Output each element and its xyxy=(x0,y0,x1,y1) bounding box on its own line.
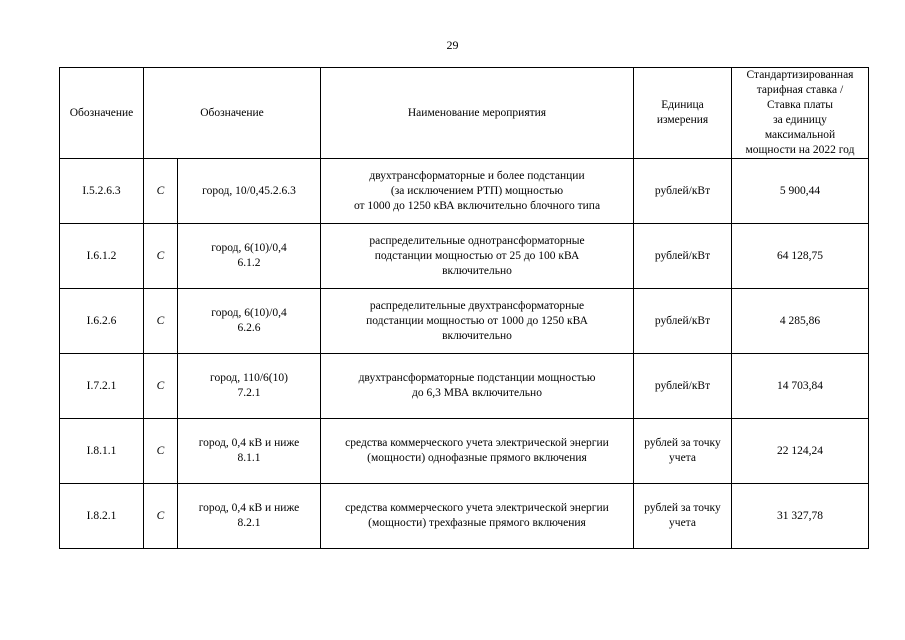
page-number: 29 xyxy=(446,38,459,52)
symbol-c: C xyxy=(144,224,178,289)
row-code: I.8.2.1 xyxy=(60,484,144,549)
table-row xyxy=(60,419,869,484)
row-designation: город, 6(10)/0,4 6.1.2 xyxy=(178,224,321,289)
row-code: I.5.2.6.3 xyxy=(60,159,144,224)
symbol-c: C xyxy=(144,419,178,484)
symbol-c: C xyxy=(144,484,178,549)
row-code: I.7.2.1 xyxy=(60,354,144,419)
tariff-table xyxy=(59,67,869,549)
symbol-c: C xyxy=(144,159,178,224)
symbol-c: C xyxy=(144,289,178,354)
row-event-name: распределительные двухтрансформаторные подстанции мощностью от 1000 до 1250 кВА включительно xyxy=(321,289,634,354)
header-designation: Обозначение xyxy=(60,68,144,159)
row-value: 31 327,78 xyxy=(732,484,869,549)
row-designation: город, 110/6(10) 7.2.1 xyxy=(178,354,321,419)
symbol-c: C xyxy=(144,354,178,419)
row-event-name: средства коммерческого учета электрической энергии (мощности) трехфазные прямого включения xyxy=(321,484,634,549)
row-designation: город, 6(10)/0,4 6.2.6 xyxy=(178,289,321,354)
header-designation-2: Обозначение xyxy=(144,68,321,159)
row-value: 4 285,86 xyxy=(732,289,869,354)
row-unit: рублей за точку учета xyxy=(634,484,732,549)
row-value: 5 900,44 xyxy=(732,159,869,224)
table-row xyxy=(60,224,869,289)
row-code: I.6.2.6 xyxy=(60,289,144,354)
row-event-name: двухтрансформаторные подстанции мощностью до 6,3 МВА включительно xyxy=(321,354,634,419)
row-unit: рублей за точку учета xyxy=(634,419,732,484)
row-event-name: распределительные однотрансформаторные подстанции мощностью от 25 до 100 кВА включительно xyxy=(321,224,634,289)
header-rate: Стандартизированная тарифная ставка / Ставка платы за единицу максимальной мощности на 2022 год xyxy=(732,68,869,159)
row-designation: город, 10/0,45.2.6.3 xyxy=(178,159,321,224)
row-event-name: двухтрансформаторные и более подстанции (за исключением РТП) мощностью от 1000 до 1250 кВА включительно блочного типа xyxy=(321,159,634,224)
row-value: 14 703,84 xyxy=(732,354,869,419)
table-row xyxy=(60,484,869,549)
row-value: 22 124,24 xyxy=(732,419,869,484)
row-unit: рублей/кВт xyxy=(634,289,732,354)
header-event-name: Наименование мероприятия xyxy=(321,68,634,159)
table-header-row xyxy=(60,68,869,159)
row-designation: город, 0,4 кВ и ниже 8.2.1 xyxy=(178,484,321,549)
row-code: I.8.1.1 xyxy=(60,419,144,484)
row-designation: город, 0,4 кВ и ниже 8.1.1 xyxy=(178,419,321,484)
table-row xyxy=(60,159,869,224)
table-row xyxy=(60,289,869,354)
row-unit: рублей/кВт xyxy=(634,224,732,289)
row-unit: рублей/кВт xyxy=(634,159,732,224)
table-row xyxy=(60,354,869,419)
row-unit: рублей/кВт xyxy=(634,354,732,419)
row-value: 64 128,75 xyxy=(732,224,869,289)
row-event-name: средства коммерческого учета электрической энергии (мощности) однофазные прямого включения xyxy=(321,419,634,484)
row-code: I.6.1.2 xyxy=(60,224,144,289)
header-unit: Единица измерения xyxy=(634,68,732,159)
